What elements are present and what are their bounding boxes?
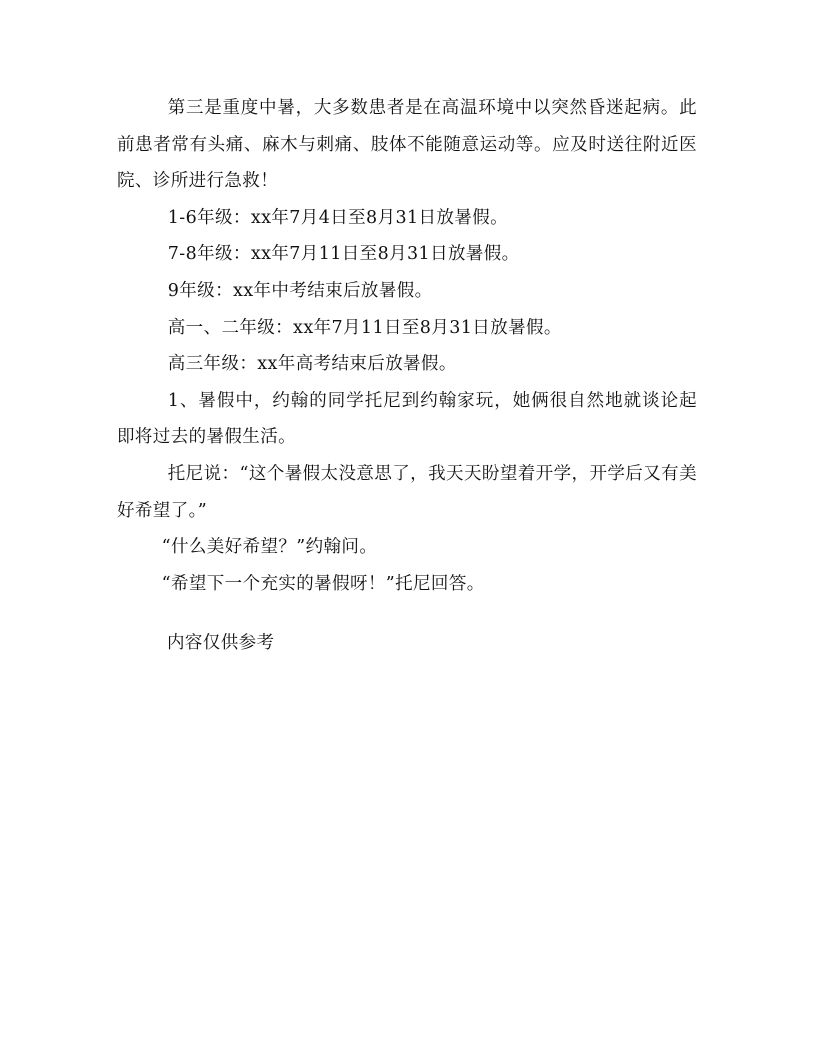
- paragraph-story-intro: 1、暑假中，约翰的同学托尼到约翰家玩，她俩很自然地就谈论起即将过去的暑假生活。: [117, 390, 697, 448]
- paragraph-heatstroke: 第三是重度中暑，大多数患者是在高温环境中以突然昏迷起病。此前患者常有头痛、麻木与刺痛、肢体不能随意运动等。应及时送往附近医院、诊所进行急救！: [117, 98, 697, 192]
- paragraph-tony-answers: “希望下一个充实的暑假呀！”托尼回答。: [161, 573, 485, 594]
- paragraph-tony-says: 托尼说：“这个暑假太没意思了，我天天盼望着开学，开学后又有美好希望了。”: [117, 463, 697, 521]
- document-body: [117, 90, 697, 602]
- paragraph-grade-9: 9年级：xx年中考结束后放暑假。: [167, 280, 433, 301]
- paragraph-john-asks: “什么美好希望？”约翰问。: [161, 537, 378, 558]
- paragraph-grade-7-8: 7-8年级：xx年7月11日至8月31日放暑假。: [167, 244, 520, 265]
- paragraph-grade-1-6: 1-6年级：xx年7月4日至8月31日放暑假。: [167, 207, 509, 228]
- footer-note: 内容仅供参考: [167, 633, 275, 653]
- paragraph-senior-1-2: 高一、二年级：xx年7月11日至8月31日放暑假。: [167, 317, 562, 338]
- paragraph-senior-3: 高三年级：xx年高考结束后放暑假。: [167, 354, 457, 375]
